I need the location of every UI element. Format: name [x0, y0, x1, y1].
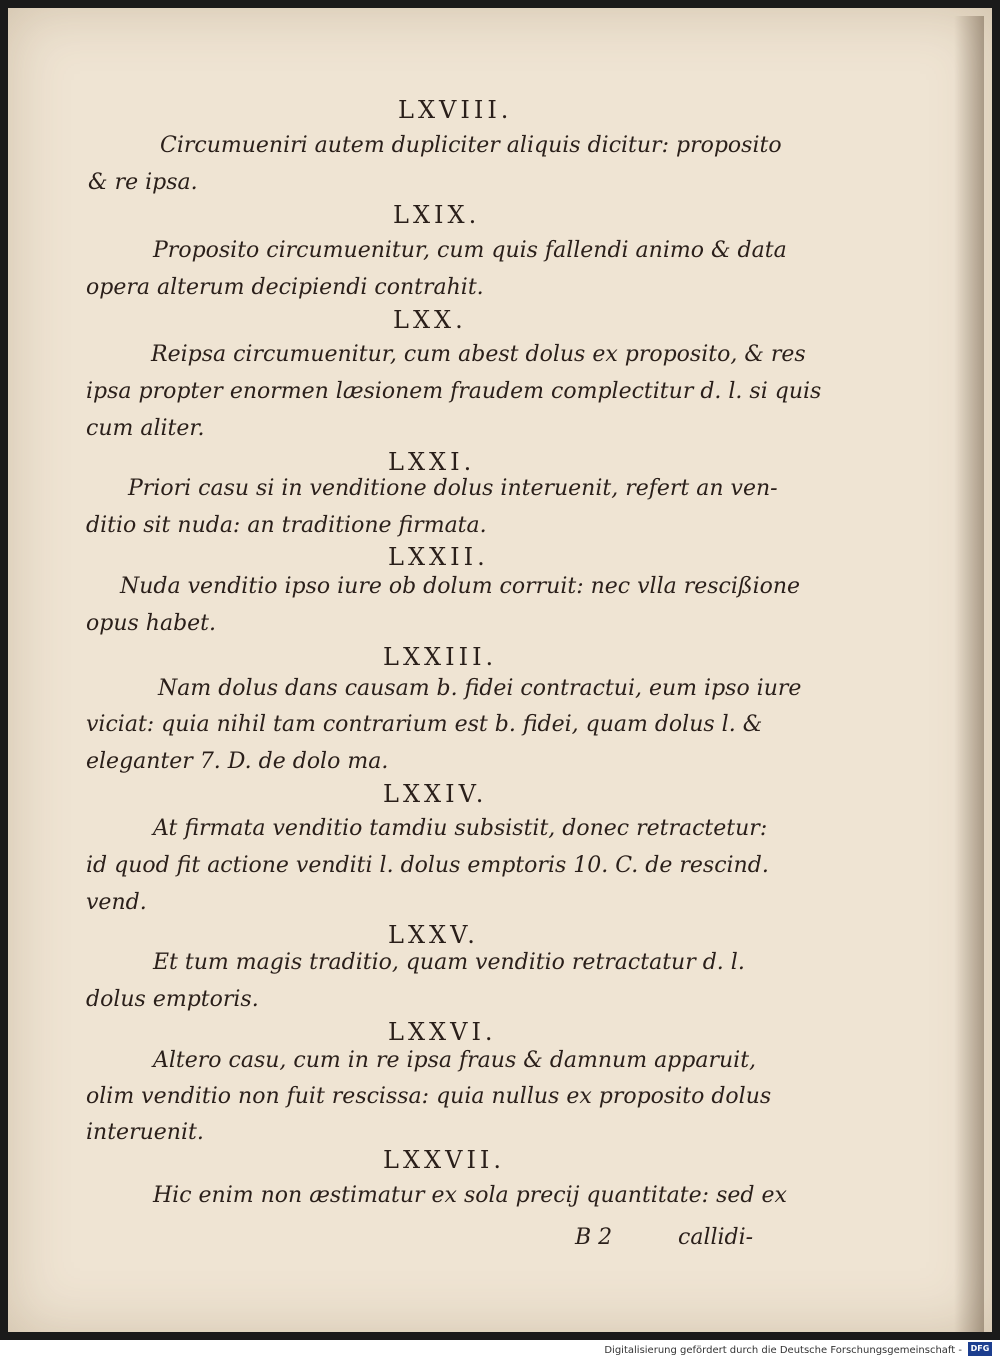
text-line: dolus emptoris. — [86, 987, 259, 1012]
text-line: Altero casu, cum in re ipsa fraus & damnum apparuit, — [153, 1048, 757, 1073]
section-heading: LXXV. — [388, 921, 479, 949]
text-line: opera alterum decipiendi contrahit. — [86, 275, 484, 300]
text-line: Priori casu si in venditione dolus interuenit, refert an ven- — [128, 476, 778, 501]
text-line: olim venditio non fuit rescissa: quia nullus ex proposito dolus — [86, 1084, 772, 1109]
section-heading: LXXIV. — [383, 780, 488, 808]
text-line: vend. — [86, 890, 147, 915]
section-heading: LXVIII. — [398, 96, 513, 124]
text-line: interuenit. — [86, 1120, 204, 1145]
text-line: & re ipsa. — [88, 170, 198, 195]
text-line: viciat: quia nihil tam contrarium est b. fidei, quam dolus l. & — [86, 712, 763, 737]
text-line: opus habet. — [86, 611, 217, 636]
text-line: id quod fit actione venditi l. dolus emptoris 10. C. de rescind. — [86, 853, 769, 878]
section-heading: LXXIII. — [383, 643, 498, 671]
text-line: eleganter 7. D. de dolo ma. — [86, 749, 389, 774]
text-line: ditio sit nuda: an traditione firmata. — [86, 513, 487, 538]
signature-mark: B 2 — [575, 1225, 613, 1250]
catchword: callidi- — [678, 1225, 754, 1250]
page-edge-shadow — [954, 16, 984, 1334]
text-line: Et tum magis traditio, quam venditio retractatur d. l. — [153, 950, 745, 975]
text-line: Hic enim non æstimatur ex sola precij quantitate: sed ex — [153, 1183, 787, 1208]
book-page — [8, 8, 992, 1334]
text-line: At firmata venditio tamdiu subsistit, donec retractetur: — [153, 816, 768, 841]
section-heading: LXX. — [393, 306, 467, 334]
section-heading: LXXII. — [388, 543, 489, 571]
text-line: Circumueniri autem dupliciter aliquis dicitur: proposito — [160, 133, 782, 158]
section-heading: LXXVII. — [383, 1146, 506, 1174]
text-line: Proposito circumuenitur, cum quis fallendi animo & data — [153, 238, 787, 263]
text-line: cum aliter. — [86, 416, 205, 441]
dfg-logo: DFG — [968, 1342, 992, 1356]
section-heading: LXXI. — [388, 448, 476, 476]
text-line: ipsa propter enormen læsionem fraudem complectitur d. l. si quis — [86, 379, 822, 404]
section-heading: LXIX. — [393, 201, 481, 229]
section-heading: LXXVI. — [388, 1018, 497, 1046]
digitization-credit: Digitalisierung gefördert durch die Deutsche Forschungsgemeinschaft - — [604, 1345, 962, 1356]
text-line: Nam dolus dans causam b. fidei contractui, eum ipso iure — [158, 676, 802, 701]
text-line: Nuda venditio ipso iure ob dolum corruit: nec vlla rescißione — [120, 574, 801, 599]
text-line: Reipsa circumuenitur, cum abest dolus ex proposito, & res — [151, 342, 806, 367]
